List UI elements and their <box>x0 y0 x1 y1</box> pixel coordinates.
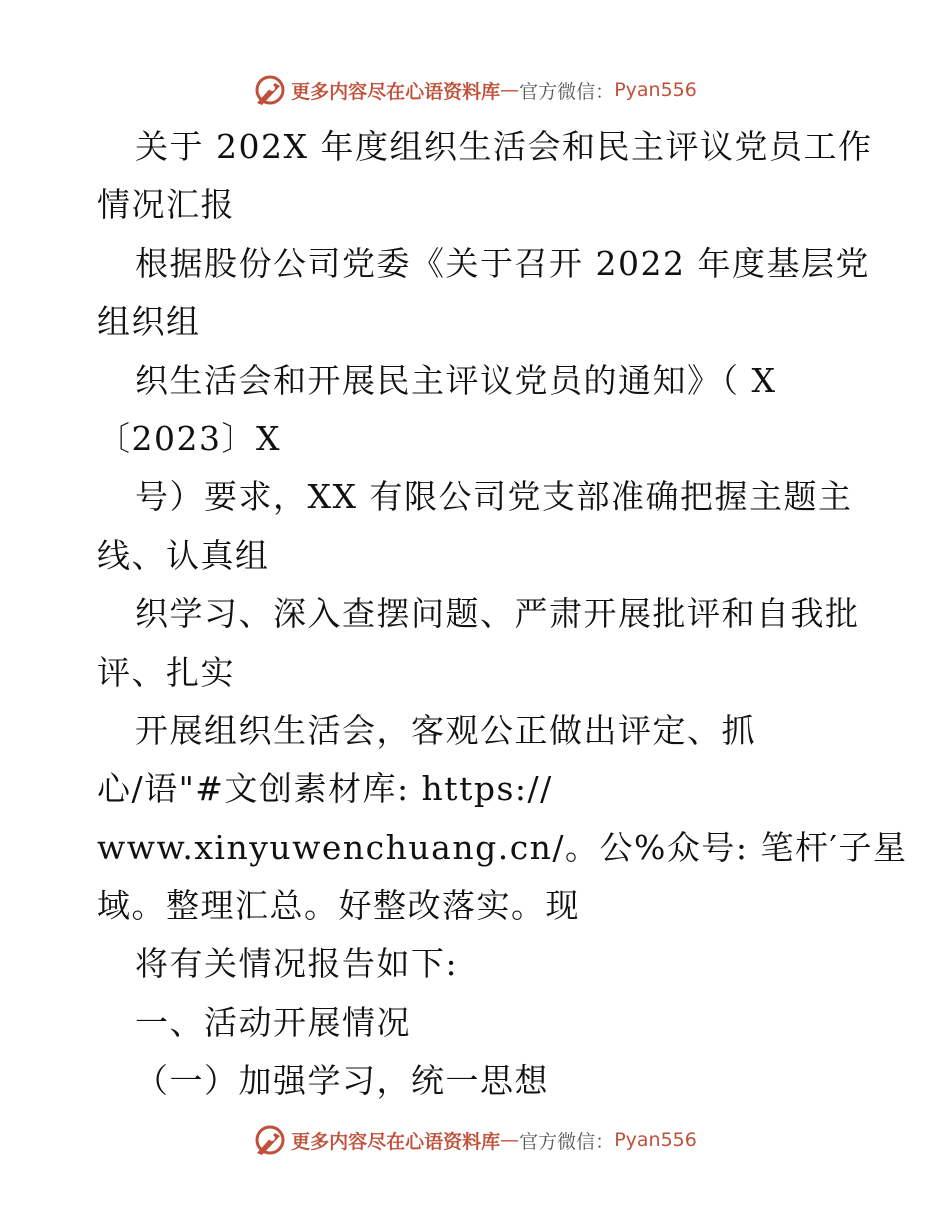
section-heading: 一、活动开展情况 <box>135 1002 411 1042</box>
paragraph-line: 织生活会和开展民主评议党员的通知》（ X <box>135 360 777 400</box>
paragraph-line: www.xinyuwenchuang.cn/。公%众号: 笔杆′子星 <box>97 827 908 867</box>
paragraph-line: 开展组织生活会，客观公正做出评定、抓 <box>135 710 756 750</box>
watermark-label: 官方微信： <box>519 1130 615 1153</box>
paragraph-line: 评、扎实 <box>97 652 235 692</box>
subsection-heading: （一）加强学习，统一思想 <box>135 1061 549 1101</box>
header-watermark <box>0 70 950 110</box>
paragraph-line: 将有关情况报告如下: <box>135 944 459 984</box>
paragraph-line: 织学习、深入查摆问题、严肃开展批评和自我批 <box>135 594 860 634</box>
footer-watermark <box>0 1120 950 1160</box>
pen-logo-icon <box>253 73 287 107</box>
paragraph-line: 号）要求，XX 有限公司党支部准确把握主题主 <box>135 477 853 517</box>
watermark-dash: — <box>500 1129 520 1151</box>
watermark-title: 更多内容尽在心语资料库 <box>291 80 501 103</box>
watermark-title: 更多内容尽在心语资料库 <box>291 1130 501 1153</box>
paragraph-line: 〔2023〕X <box>97 418 281 458</box>
paragraph-line: 域。整理汇总。好整改落实。现 <box>97 886 580 926</box>
watermark-id: Pyan556 <box>614 79 697 101</box>
doc-title-line-2: 情况汇报 <box>97 185 235 225</box>
doc-title-line-1: 关于 202X 年度组织生活会和民主评议党员工作 <box>135 127 873 166</box>
paragraph-line: 组织组 <box>97 302 201 342</box>
document-body <box>97 118 908 1111</box>
watermark-label: 官方微信： <box>519 80 615 103</box>
paragraph-line: 心/语"#文创素材库: https:// <box>97 769 553 809</box>
watermark-dash: — <box>500 79 520 101</box>
paragraph-line: 根据股份公司党委《关于召开 2022 年度基层党 <box>135 243 870 283</box>
pen-logo-icon <box>253 1123 287 1157</box>
watermark-id: Pyan556 <box>614 1129 697 1151</box>
paragraph-line: 线、认真组 <box>97 535 270 575</box>
